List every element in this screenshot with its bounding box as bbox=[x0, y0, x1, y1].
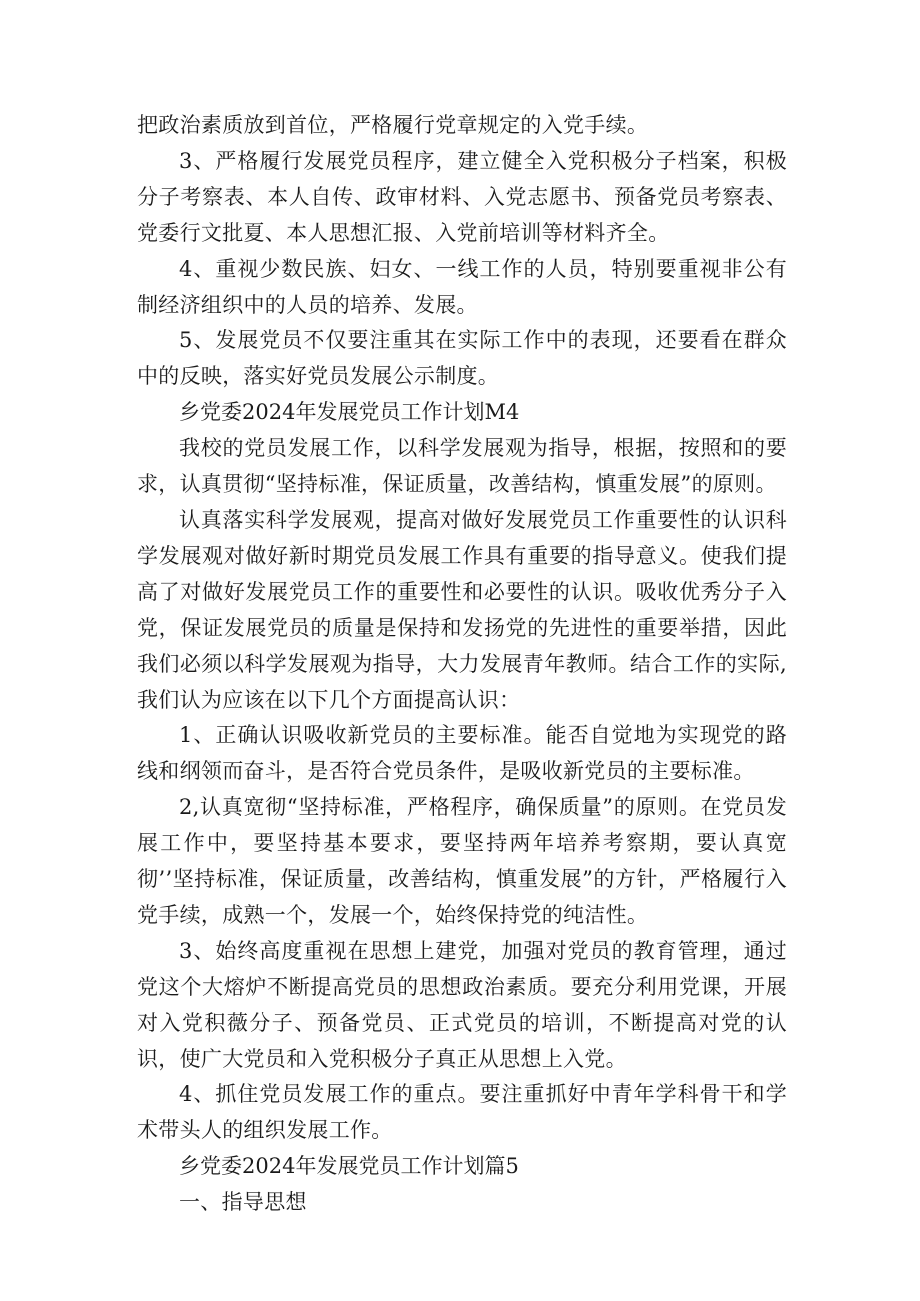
subsection-heading-guiding-ideology: 一、指导思想 bbox=[179, 1190, 307, 1215]
paragraph-point-3: 3、始终高度重视在思想上建党，加强对党员的教育管理，通过党这个大熔炉不断提高党员的思想政治素质。要充分利用党课，开展对入党积薇分子、预备党员、正式党员的培训，不断提高对党的认识，使广大党员和入党积极分子真正从思想上入党。 bbox=[137, 938, 787, 1071]
paragraph-scientific-outlook: 认真落实科学发展观，提高对做好发展党员工作重要性的认识科学发展观对做好新时期党员发展工作具有重要的指导意义。使我们提高了对做好发展党员工作的重要性和必要性的认识。吸收优秀分子入党，保证发展党员的质量是保持和发扬党的先进性的重要举措，因此我们必须以科学发展观为指导，大力发展青年教师。结合工作的实际,我们认为应该在以下几个方面提高认识： bbox=[137, 507, 787, 712]
paragraph-point-1: 1、正确认识吸收新党员的主要标准。能否自觉地为实现党的路线和纲领而奋斗，是否符合党员条件，是吸收新党员的主要标准。 bbox=[137, 723, 787, 784]
paragraph-continuation: 把政治素质放到首位，严格履行党章规定的入党手续。 bbox=[137, 113, 649, 137]
paragraph-item-5: 5、发展党员不仅要注重其在实际工作中的表现，还要看在群众中的反映，落实好党员发展公示制度。 bbox=[137, 328, 787, 389]
section-heading-5: 乡党委2024年发展党员工作计划篇5 bbox=[179, 1154, 519, 1179]
paragraph-item-4: 4、重视少数民族、妇女、一线工作的人员，特别要重视非公有制经济组织中的人员的培养、发展。 bbox=[137, 256, 787, 317]
document-body bbox=[137, 108, 787, 1221]
section-heading-m4: 乡党委2024年发展党员工作计划M4 bbox=[179, 400, 520, 425]
paragraph-item-3: 3、严格履行发展党员程序，建立健全入党积极分子档案，积极分子考察表、本人自传、政审材料、入党志愿书、预备党员考察表、党委行文批夏、本人思想汇报、入党前培训等材料齐全。 bbox=[137, 148, 787, 245]
paragraph-point-2: 2,认真宽彻“坚持标准，严格程序，确保质量”的原则。在党员发展工作中，要坚持基本要求，要坚持两年培养考察期，要认真宽彻’’坚持标准，保证质量，改善结构，慎重发展”的方针，严格履行入党手续，成熟一个，发展一个，始终保持党的纯洁性。 bbox=[137, 795, 787, 927]
paragraph-point-4: 4、抓住党员发展工作的重点。要注重抓好中青年学科骨干和学术带头人的组织发展工作。 bbox=[137, 1082, 787, 1143]
paragraph-intro: 我校的党员发展工作，以科学发展观为指导，根据，按照和的要求，认真贯彻“坚持标准，保证质量，改善结构，慎重发展”的原则。 bbox=[137, 436, 787, 497]
